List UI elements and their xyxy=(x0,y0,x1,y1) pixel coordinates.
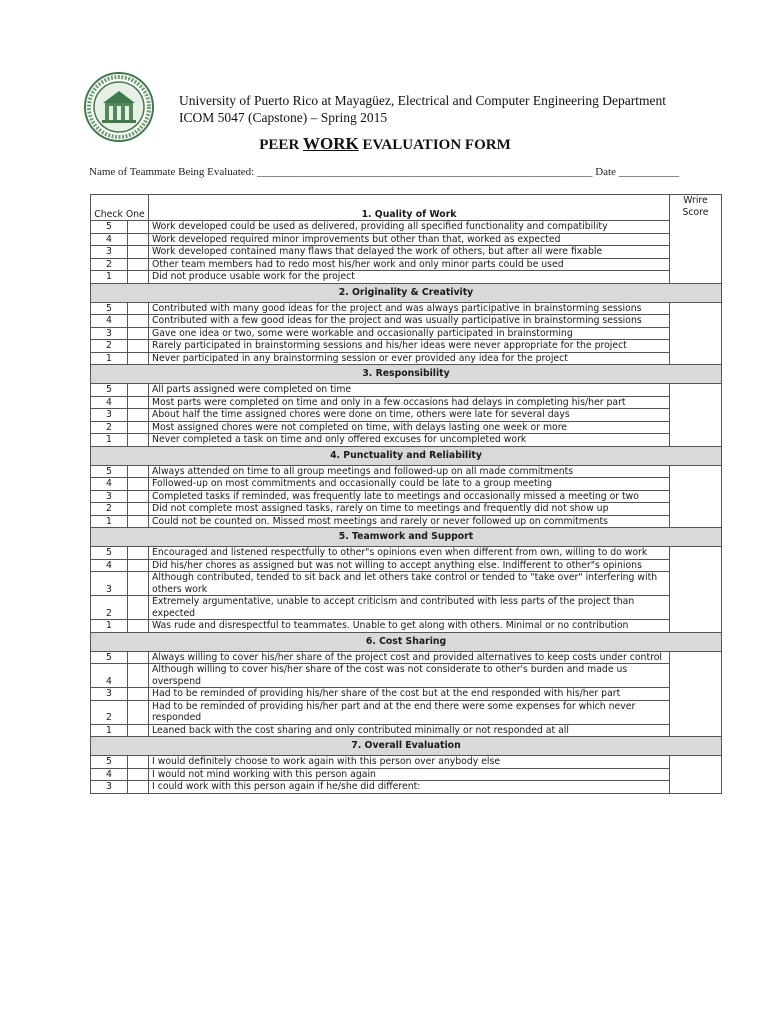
rating-value: 4 xyxy=(91,315,128,328)
rating-value: 3 xyxy=(91,327,128,340)
section-title: 7. Overall Evaluation xyxy=(91,737,722,756)
rating-value: 1 xyxy=(91,724,128,737)
criteria-row xyxy=(91,547,722,560)
criteria-row xyxy=(91,768,722,781)
rating-value: 3 xyxy=(91,781,128,794)
criteria-row xyxy=(91,246,722,259)
rating-value: 2 xyxy=(91,700,128,724)
score-entry-cell[interactable] xyxy=(670,547,722,633)
criteria-row xyxy=(91,572,722,596)
check-box-cell[interactable] xyxy=(128,651,149,664)
check-box-cell[interactable] xyxy=(128,340,149,353)
score-header: Wrire Score xyxy=(670,195,722,284)
university-department-line: University of Puerto Rico at Mayagüez, Electrical and Computer Engineering Department xyxy=(179,93,666,108)
criteria-description: Had to be reminded of providing his/her share of the cost but at the end responded with his/her part xyxy=(149,688,670,701)
criteria-row xyxy=(91,302,722,315)
rating-value: 3 xyxy=(91,572,128,596)
criteria-row xyxy=(91,233,722,246)
rating-value: 4 xyxy=(91,664,128,688)
section-title: 1. Quality of Work xyxy=(149,195,670,221)
rating-value: 2 xyxy=(91,596,128,620)
criteria-description: Although willing to cover his/her share of the cost was not considerate to other's burden and made us overspend xyxy=(149,664,670,688)
criteria-row xyxy=(91,478,722,491)
criteria-row xyxy=(91,596,722,620)
check-box-cell[interactable] xyxy=(128,409,149,422)
section-title: 5. Teamwork and Support xyxy=(91,528,722,547)
score-entry-cell[interactable] xyxy=(670,465,722,528)
rating-value: 1 xyxy=(91,620,128,633)
check-box-cell[interactable] xyxy=(128,352,149,365)
section-title: 3. Responsibility xyxy=(91,365,722,384)
rating-value: 5 xyxy=(91,465,128,478)
criteria-description: Completed tasks if reminded, was frequently late to meetings and occasionally missed a meeting or two xyxy=(149,490,670,503)
criteria-row xyxy=(91,352,722,365)
criteria-description: Rarely participated in brainstorming sessions and his/her ideas were never appropriate for the project xyxy=(149,340,670,353)
criteria-row xyxy=(91,620,722,633)
criteria-description: Work developed required minor improvements but other than that, worked as expected xyxy=(149,233,670,246)
criteria-row xyxy=(91,490,722,503)
check-box-cell[interactable] xyxy=(128,271,149,284)
criteria-description: Other team members had to redo most his/her work and only minor parts could be used xyxy=(149,258,670,271)
rating-value: 2 xyxy=(91,258,128,271)
check-box-cell[interactable] xyxy=(128,233,149,246)
rating-value: 1 xyxy=(91,515,128,528)
rating-value: 3 xyxy=(91,409,128,422)
check-box-cell[interactable] xyxy=(128,756,149,769)
rating-value: 4 xyxy=(91,768,128,781)
rating-value: 4 xyxy=(91,478,128,491)
check-box-cell[interactable] xyxy=(128,688,149,701)
criteria-description: Always attended on time to all group meetings and followed-up on all made commitments xyxy=(149,465,670,478)
criteria-row xyxy=(91,700,722,724)
rating-value: 5 xyxy=(91,651,128,664)
check-box-cell[interactable] xyxy=(128,724,149,737)
criteria-row xyxy=(91,651,722,664)
check-box-cell[interactable] xyxy=(128,768,149,781)
check-box-cell[interactable] xyxy=(128,396,149,409)
criteria-row xyxy=(91,271,722,284)
criteria-description: I would not mind working with this person again xyxy=(149,768,670,781)
check-box-cell[interactable] xyxy=(128,620,149,633)
check-box-cell[interactable] xyxy=(128,221,149,234)
criteria-row xyxy=(91,724,722,737)
criteria-description: Leaned back with the cost sharing and only contributed minimally or not responded at all xyxy=(149,724,670,737)
check-box-cell[interactable] xyxy=(128,327,149,340)
title-emphasis: WORK xyxy=(303,134,359,153)
rating-value: 5 xyxy=(91,384,128,397)
criteria-description: Was rude and disrespectful to teammates. Unable to get along with others. Minimal or no contribution xyxy=(149,620,670,633)
rating-value: 5 xyxy=(91,302,128,315)
criteria-row xyxy=(91,515,722,528)
criteria-description: Work developed could be used as delivered, providing all specified functionality and compatibility xyxy=(149,221,670,234)
check-box-cell[interactable] xyxy=(128,465,149,478)
check-box-cell[interactable] xyxy=(128,421,149,434)
criteria-description: All parts assigned were completed on time xyxy=(149,384,670,397)
rating-value: 1 xyxy=(91,434,128,447)
check-box-cell[interactable] xyxy=(128,781,149,794)
section-title: 2. Originality & Creativity xyxy=(91,283,722,302)
check-box-cell[interactable] xyxy=(128,258,149,271)
criteria-description: Contributed with a few good ideas for the project and was usually participative in brainstorming sessions xyxy=(149,315,670,328)
check-box-cell[interactable] xyxy=(128,315,149,328)
criteria-description: About half the time assigned chores were done on time, others were late for several days xyxy=(149,409,670,422)
criteria-description: Encouraged and listened respectfully to other"s opinions even when different from own, willing to do work xyxy=(149,547,670,560)
score-entry-cell[interactable] xyxy=(670,756,722,794)
title-prefix: PEER xyxy=(259,137,304,153)
course-term-line: ICOM 5047 (Capstone) – Spring 2015 xyxy=(179,110,388,125)
criteria-row xyxy=(91,688,722,701)
criteria-row xyxy=(91,559,722,572)
criteria-description: Gave one idea or two, some were workable and occasionally participated in brainstorming xyxy=(149,327,670,340)
criteria-description: Work developed contained many flaws that delayed the work of others, but after all were fixable xyxy=(149,246,670,259)
criteria-description: Never participated in any brainstorming session or ever provided any idea for the project xyxy=(149,352,670,365)
check-box-cell[interactable] xyxy=(128,559,149,572)
check-box-cell[interactable] xyxy=(128,664,149,688)
criteria-row xyxy=(91,315,722,328)
check-box-cell[interactable] xyxy=(128,596,149,620)
rating-value: 4 xyxy=(91,396,128,409)
criteria-row xyxy=(91,465,722,478)
rating-value: 4 xyxy=(91,233,128,246)
score-entry-cell[interactable] xyxy=(670,302,722,365)
rating-value: 4 xyxy=(91,559,128,572)
title-suffix: EVALUATION FORM xyxy=(358,137,511,153)
criteria-row xyxy=(91,664,722,688)
rating-value: 3 xyxy=(91,246,128,259)
score-entry-cell[interactable] xyxy=(670,384,722,447)
check-box-cell[interactable] xyxy=(128,434,149,447)
section-header-row xyxy=(91,632,722,651)
criteria-description: Followed-up on most commitments and occasionally could be late to a group meeting xyxy=(149,478,670,491)
rating-value: 3 xyxy=(91,490,128,503)
table-header-row xyxy=(91,195,722,221)
criteria-row xyxy=(91,396,722,409)
criteria-description: Did his/her chores as assigned but was not willing to accept anything else. Indifferent to other"s opinions xyxy=(149,559,670,572)
check-box-cell[interactable] xyxy=(128,478,149,491)
rating-value: 1 xyxy=(91,352,128,365)
criteria-description: Most parts were completed on time and only in a few occasions had delays in completing his/her part xyxy=(149,396,670,409)
criteria-description: Did not complete most assigned tasks, rarely on time to meetings and frequently did not show up xyxy=(149,503,670,516)
rating-value: 3 xyxy=(91,688,128,701)
criteria-description: Always willing to cover his/her share of the project cost and provided alternatives to keep costs under control xyxy=(149,651,670,664)
criteria-row xyxy=(91,756,722,769)
rating-value: 2 xyxy=(91,503,128,516)
criteria-description: I could work with this person again if he/she did different: xyxy=(149,781,670,794)
criteria-description: Never completed a task on time and only offered excuses for uncompleted work xyxy=(149,434,670,447)
check-one-header: Check One xyxy=(91,195,149,221)
section-title: 6. Cost Sharing xyxy=(91,632,722,651)
criteria-description: Although contributed, tended to sit back and let others take control or tended to "take over" interfering with others work xyxy=(149,572,670,596)
section-header-row xyxy=(91,446,722,465)
section-title: 4. Punctuality and Reliability xyxy=(91,446,722,465)
criteria-description: Could not be counted on. Missed most meetings and rarely or never followed up on commitments xyxy=(149,515,670,528)
teammate-name-date-line: Name of Teammate Being Evaluated: _____________________________________________________________ Date ___________ xyxy=(89,166,680,178)
rating-value: 2 xyxy=(91,340,128,353)
rating-value: 5 xyxy=(91,221,128,234)
criteria-description: Had to be reminded of providing his/her part and at the end there were some expenses for which never responded xyxy=(149,700,670,724)
criteria-row xyxy=(91,421,722,434)
university-seal-logo xyxy=(84,72,154,142)
criteria-description: Contributed with many good ideas for the project and was always participative in brainstorming sessions xyxy=(149,302,670,315)
criteria-row xyxy=(91,221,722,234)
rating-value: 5 xyxy=(91,756,128,769)
rating-value: 2 xyxy=(91,421,128,434)
criteria-description: Most assigned chores were not completed on time, with delays lasting one week or more xyxy=(149,421,670,434)
section-header-row xyxy=(91,283,722,302)
check-box-cell[interactable] xyxy=(128,700,149,724)
criteria-row xyxy=(91,384,722,397)
criteria-row xyxy=(91,340,722,353)
check-box-cell[interactable] xyxy=(128,384,149,397)
criteria-description: Did not produce usable work for the project xyxy=(149,271,670,284)
check-box-cell[interactable] xyxy=(128,503,149,516)
criteria-row xyxy=(91,503,722,516)
criteria-row xyxy=(91,434,722,447)
criteria-row xyxy=(91,781,722,794)
score-entry-cell[interactable] xyxy=(670,651,722,737)
rating-value: 1 xyxy=(91,271,128,284)
check-box-cell[interactable] xyxy=(128,515,149,528)
criteria-row xyxy=(91,258,722,271)
form-title xyxy=(0,134,770,154)
check-box-cell[interactable] xyxy=(128,246,149,259)
section-header-row xyxy=(91,365,722,384)
check-box-cell[interactable] xyxy=(128,490,149,503)
check-box-cell[interactable] xyxy=(128,547,149,560)
check-box-cell[interactable] xyxy=(128,302,149,315)
criteria-description: Extremely argumentative, unable to accept criticism and contributed with less parts of the project than expected xyxy=(149,596,670,620)
section-header-row xyxy=(91,528,722,547)
rating-value: 5 xyxy=(91,547,128,560)
criteria-row xyxy=(91,409,722,422)
section-header-row xyxy=(91,737,722,756)
criteria-description: I would definitely choose to work again with this person over anybody else xyxy=(149,756,670,769)
criteria-row xyxy=(91,327,722,340)
check-box-cell[interactable] xyxy=(128,572,149,596)
peer-evaluation-table xyxy=(90,194,722,794)
